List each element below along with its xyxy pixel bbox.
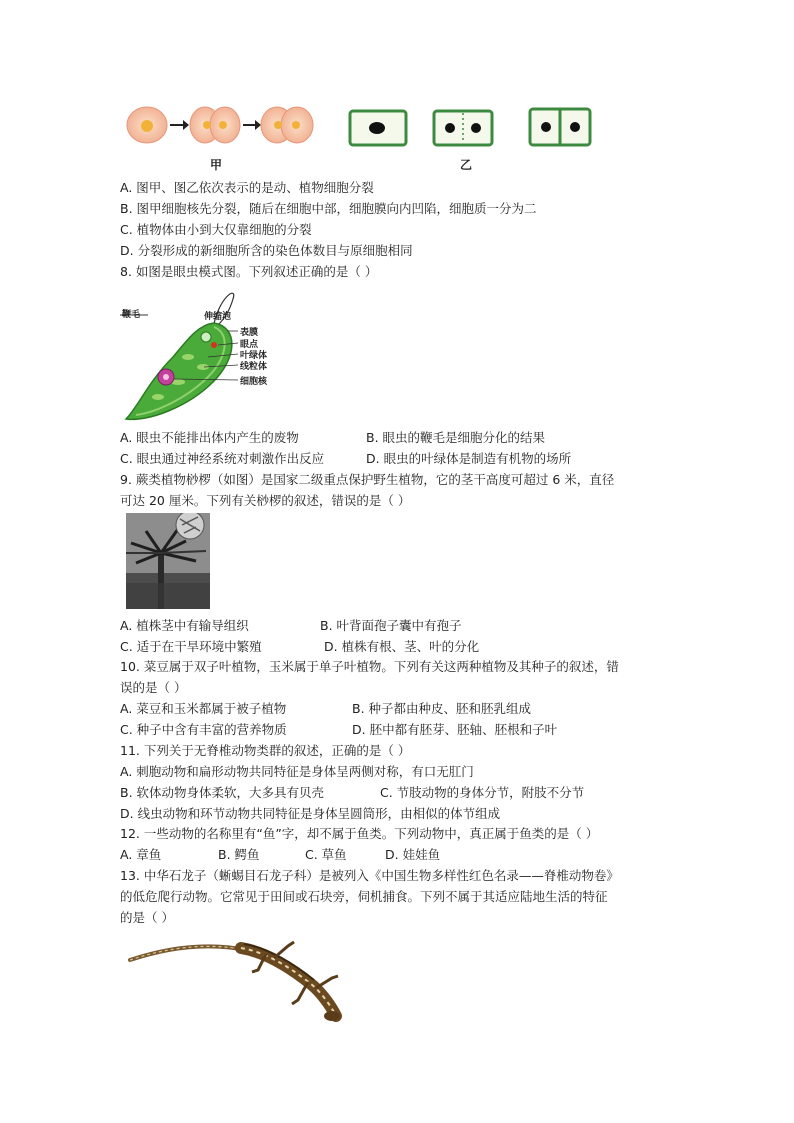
q13-stem-line1: 13. 中华石龙子（蜥蜴目石龙子科）是被列入《中国生物多样性红色名录——脊椎动物卷》 — [120, 868, 619, 883]
q10-option-a: A. 菜豆和玉米都属于被子植物 — [120, 701, 287, 716]
figure-label-yi: 乙 — [460, 158, 473, 172]
q11-option-b: B. 软体动物身体柔软，大多具有贝壳 — [120, 785, 325, 800]
q12-option-c: C. 草鱼 — [305, 847, 347, 862]
q10-stem-line1: 10. 菜豆属于双子叶植物，玉米属于单子叶植物。下列有关这两种植物及其种子的叙述，错 — [120, 659, 619, 674]
q10-option-b: B. 种子都由种皮、胚和胚乳组成 — [352, 701, 532, 716]
figure-label-jia: 甲 — [210, 158, 223, 172]
q10-option-d: D. 胚中都有胚芽、胚轴、胚根和子叶 — [352, 722, 558, 737]
q13-stem-line2: 的低危爬行动物。它常见于田间或石块旁，伺机捕食。下列不属于其适应陆地生活的特征 — [120, 889, 608, 904]
q9-option-c: C. 适于在干旱环境中繁殖 — [120, 639, 262, 654]
q7-option-b: B. 图甲细胞核先分裂，随后在细胞中部，细胞膜向内凹陷，细胞质一分为二 — [120, 201, 537, 216]
q7-option-a: A. 图甲、图乙依次表示的是动、植物细胞分裂 — [120, 180, 374, 195]
q9-option-d: D. 植株有根、茎、叶的分化 — [324, 639, 480, 654]
q12-stem: 12. 一些动物的名称里有“鱼”字，却不属于鱼类。下列动物中，真正属于鱼类的是（ ） — [120, 826, 599, 841]
label-chloroplast: 叶绿体 — [240, 351, 268, 361]
q8-option-a: A. 眼虫不能排出体内产生的废物 — [120, 430, 299, 445]
label-pellicle: 表膜 — [240, 328, 259, 338]
q8-option-b: B. 眼虫的鞭毛是细胞分化的结果 — [366, 430, 546, 445]
label-mitochondria: 线粒体 — [240, 362, 268, 372]
label-contractile-vacuole: 伸缩泡 — [204, 312, 232, 322]
q11-option-d: D. 线虫动物和环节动物共同特征是身体呈圆筒形，由相似的体节组成 — [120, 806, 501, 821]
q8-option-d: D. 眼虫的叶绿体是制造有机物的场所 — [366, 451, 572, 466]
tree-fern-photo — [126, 513, 210, 609]
q12-option-d: D. 娃娃鱼 — [385, 847, 441, 862]
q11-option-c: C. 节肢动物的身体分节，附肢不分节 — [380, 785, 585, 800]
q8-option-c: C. 眼虫通过神经系统对刺激作出反应 — [120, 451, 325, 466]
q9-stem-line2: 可达 20 厘米。下列有关桫椤的叙述，错误的是（ ） — [120, 493, 411, 508]
skink-lizard-photo — [126, 928, 346, 1024]
label-nucleus: 细胞核 — [240, 377, 268, 387]
q13-stem-line3: 的是（ ） — [120, 910, 174, 925]
q9-option-b: B. 叶背面孢子囊中有孢子 — [320, 618, 462, 633]
label-flagellum: 鞭毛 — [122, 310, 141, 320]
q9-stem-line1: 9. 蕨类植物桫椤（如图）是国家二级重点保护野生植物，它的茎干高度可超过 6 米，直径 — [120, 472, 615, 487]
q10-option-c: C. 种子中含有丰富的营养物质 — [120, 722, 287, 737]
label-eyespot: 眼点 — [240, 340, 259, 350]
plant-cell-division-figure — [347, 107, 597, 149]
q12-option-a: A. 章鱼 — [120, 847, 162, 862]
q7-option-d: D. 分裂形成的新细胞所含的染色体数目与原细胞相同 — [120, 243, 413, 258]
q10-stem-line2: 误的是（ ） — [120, 680, 187, 695]
q11-option-a: A. 刺胞动物和扁形动物共同特征是身体呈两侧对称，有口无肛门 — [120, 764, 474, 779]
q8-stem: 8. 如图是眼虫模式图。下列叙述正确的是（ ） — [120, 264, 378, 279]
q12-option-b: B. 鳄鱼 — [218, 847, 260, 862]
q7-option-c: C. 植物体由小到大仅靠细胞的分裂 — [120, 222, 312, 237]
q11-stem: 11. 下列关于无脊椎动物类群的叙述，正确的是（ ） — [120, 743, 411, 758]
euglena-figure — [118, 287, 288, 427]
animal-cell-division-figure — [125, 103, 315, 147]
q9-option-a: A. 植株茎中有输导组织 — [120, 618, 249, 633]
